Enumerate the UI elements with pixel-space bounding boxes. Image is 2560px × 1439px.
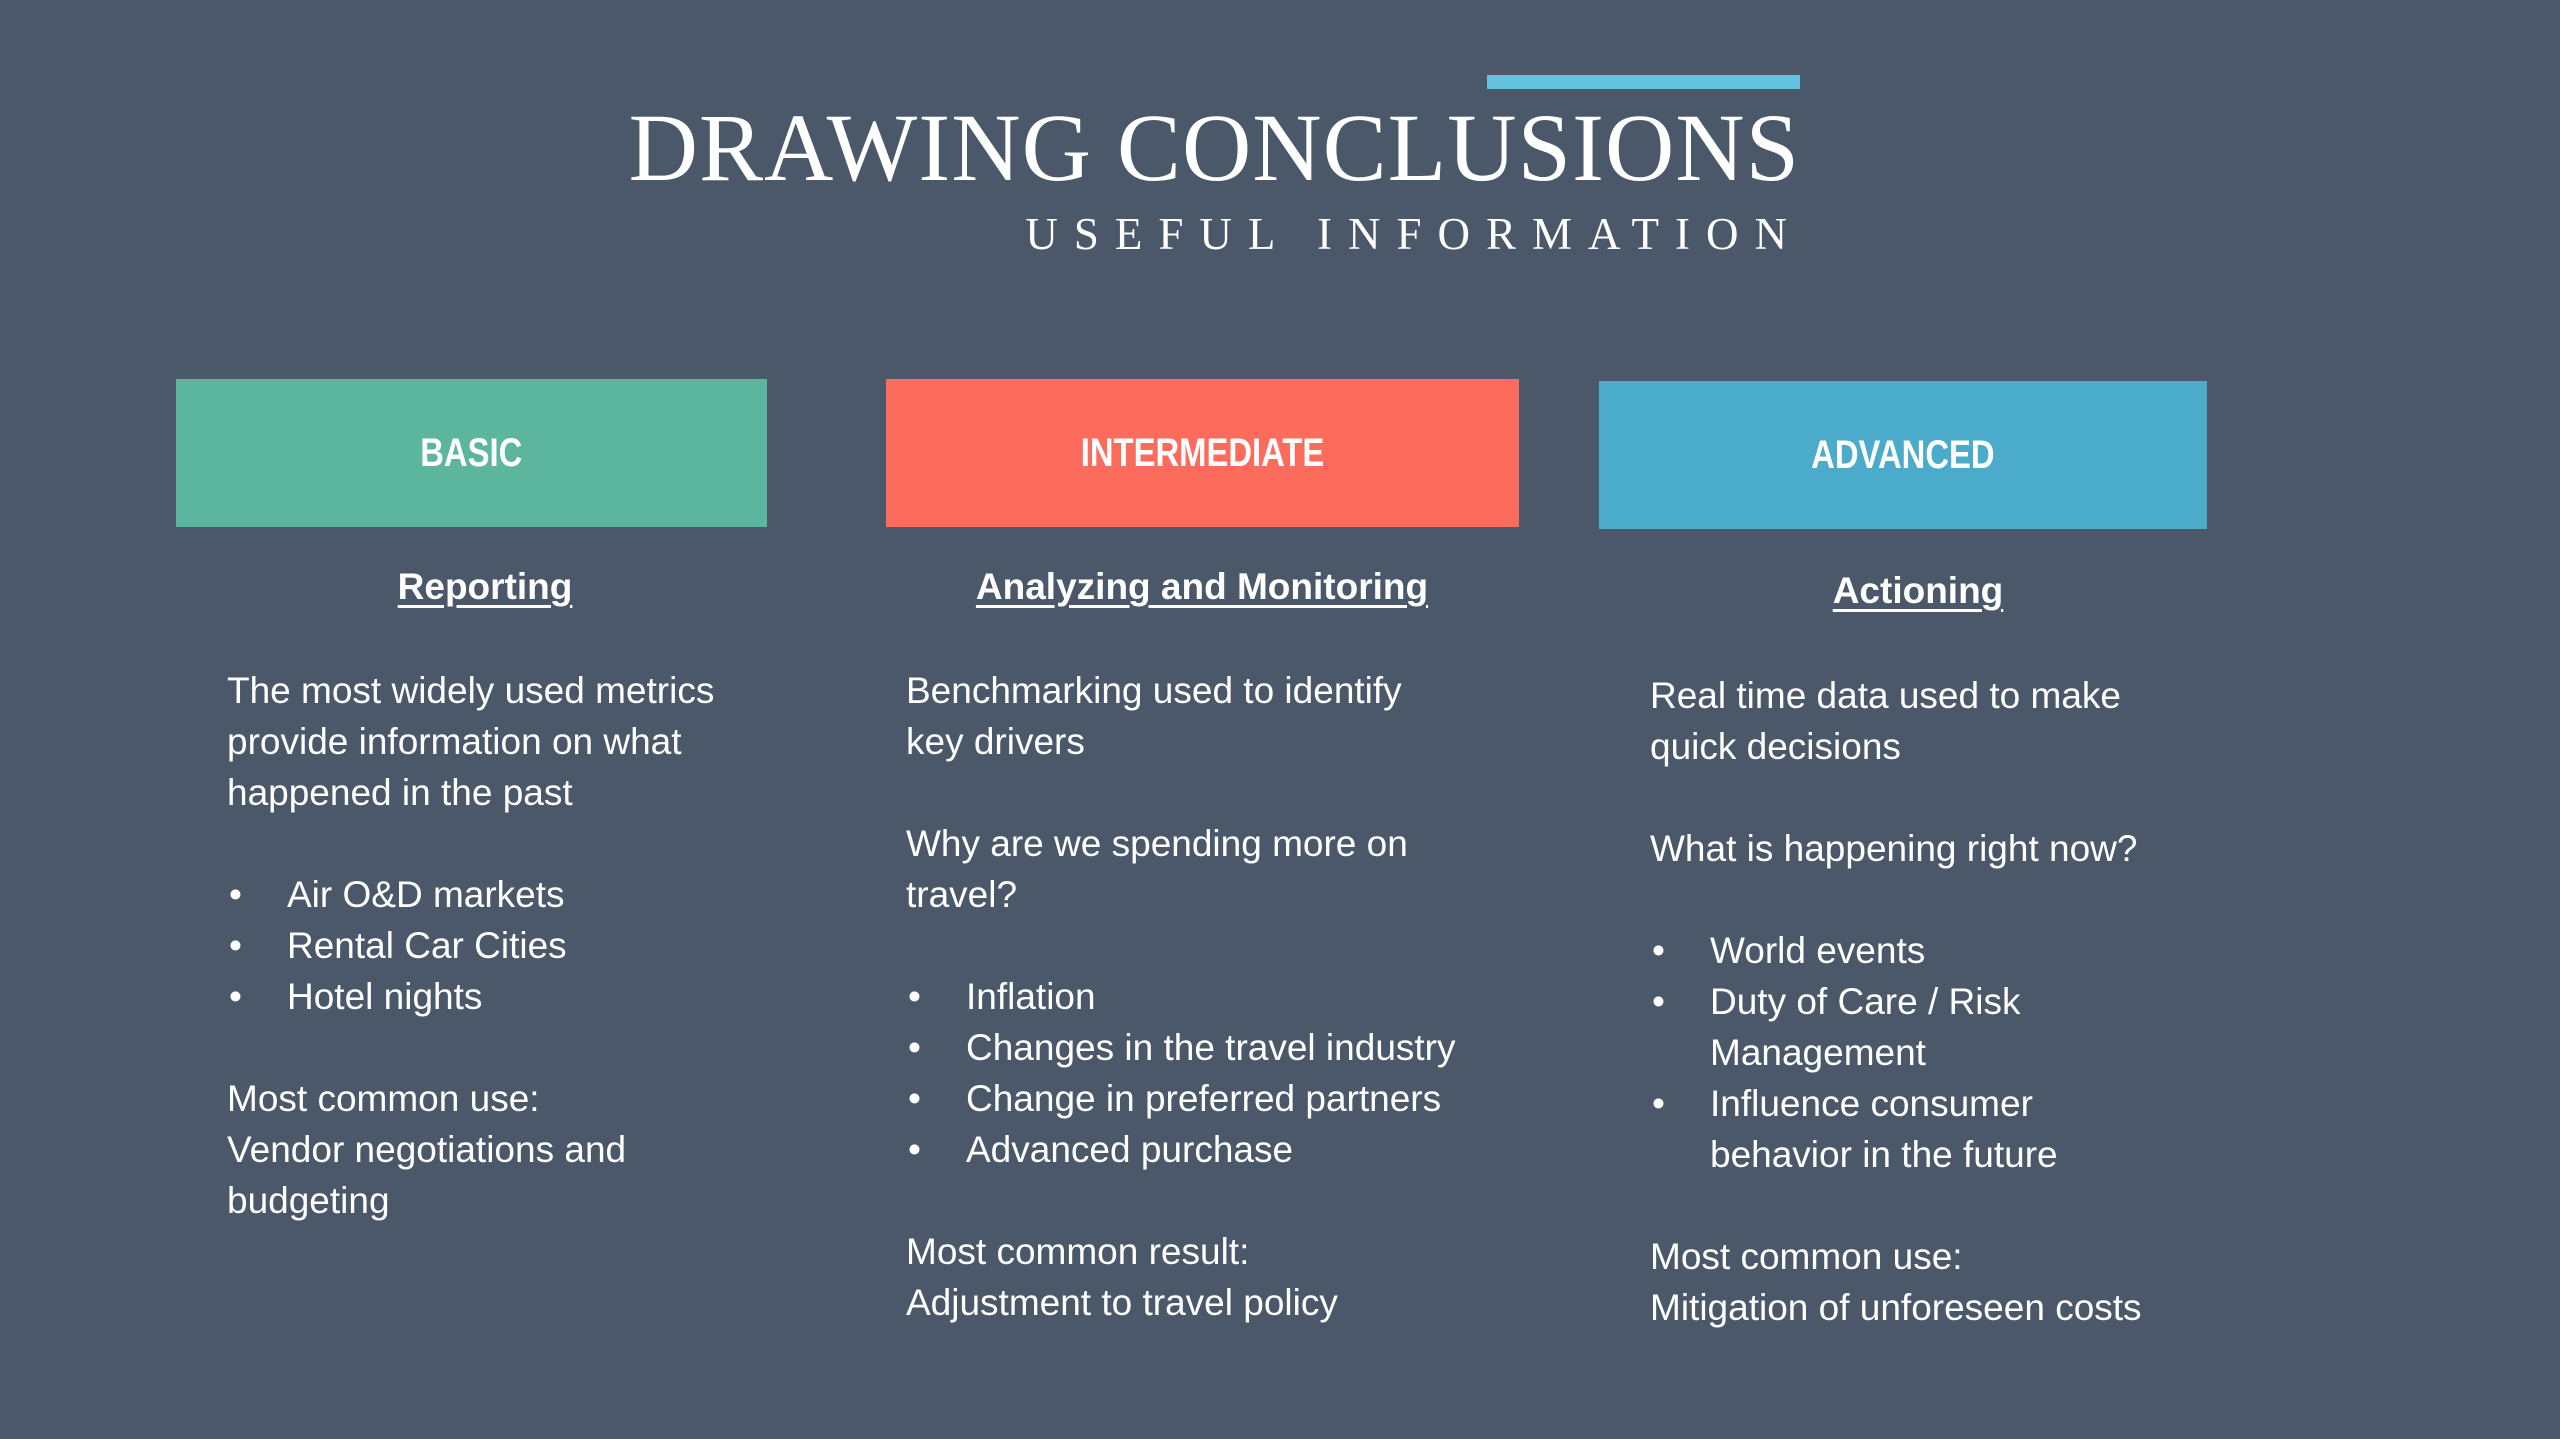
intermediate-header-box — [886, 379, 1519, 527]
intermediate-footer-line: Most common result: — [906, 1231, 1250, 1272]
list-item: • Changes in the travel industry — [906, 1022, 1526, 1073]
intermediate-header-label: INTERMEDIATE — [1080, 430, 1325, 475]
basic-intro-line: The most widely used metrics — [227, 670, 715, 711]
bullet-dot-icon: • — [908, 1078, 921, 1119]
bullet-dot-icon: • — [908, 1027, 921, 1068]
basic-footer-line: Vendor negotiations and — [227, 1129, 627, 1170]
intermediate-intro-line: Benchmarking used to identify — [906, 670, 1402, 711]
advanced-question-line: What is happening right now? — [1650, 828, 2138, 869]
basic-header-label: BASIC — [420, 430, 523, 475]
bullet-dot-icon: • — [1652, 1083, 1665, 1124]
intermediate-column-body — [906, 665, 1526, 1328]
advanced-footer-line: Mitigation of unforeseen costs — [1650, 1287, 2142, 1328]
intermediate-bullet-list — [906, 971, 1526, 1175]
advanced-column-body — [1650, 670, 2250, 1333]
advanced-intro-line: Real time data used to make — [1650, 675, 2121, 716]
list-item: • Duty of Care / Risk Management — [1650, 976, 2250, 1078]
title-accent-bar — [1487, 75, 1800, 89]
bullet-dot-icon: • — [908, 1129, 921, 1170]
intermediate-intro-line: key drivers — [906, 721, 1085, 762]
advanced-header-box — [1599, 381, 2207, 529]
bullet-dot-icon: • — [908, 976, 921, 1017]
bullet-dot-icon: • — [1652, 981, 1665, 1022]
basic-column-body — [227, 665, 787, 1226]
bullet-dot-icon: • — [229, 976, 242, 1017]
intermediate-question-line: Why are we spending more on — [906, 823, 1408, 864]
bullet-dot-icon: • — [229, 874, 242, 915]
list-item: • Advanced purchase — [906, 1124, 1526, 1175]
bullet-dot-icon: • — [229, 925, 242, 966]
advanced-bullet-list — [1650, 925, 2250, 1180]
basic-intro-line: happened in the past — [227, 772, 573, 813]
list-item: • Inflation — [906, 971, 1526, 1022]
list-item: • Rental Car Cities — [227, 920, 787, 971]
basic-intro-line: provide information on what — [227, 721, 682, 762]
basic-bullet-list — [227, 869, 787, 1022]
list-item: • World events — [1650, 925, 2250, 976]
basic-footer-line: budgeting — [227, 1180, 390, 1221]
basic-column-heading: Reporting — [397, 566, 573, 607]
intermediate-column-heading: Analyzing and Monitoring — [975, 566, 1429, 607]
list-item: • Influence consumer behavior in the future — [1650, 1078, 2250, 1180]
slide-title: DRAWING CONCLUSIONS — [628, 94, 1800, 201]
advanced-footer-line: Most common use: — [1650, 1236, 1963, 1277]
list-item: • Air O&D markets — [227, 869, 787, 920]
advanced-header-label: ADVANCED — [1811, 432, 1995, 477]
intermediate-footer-line: Adjustment to travel policy — [906, 1282, 1338, 1323]
slide-subtitle: USEFUL INFORMATION — [1025, 209, 1803, 259]
basic-header-box — [176, 379, 767, 527]
basic-footer-line: Most common use: — [227, 1078, 540, 1119]
advanced-column-heading: Actioning — [1832, 570, 2004, 611]
list-item: • Change in preferred partners — [906, 1073, 1526, 1124]
intermediate-question-line: travel? — [906, 874, 1018, 915]
advanced-intro-line: quick decisions — [1650, 726, 1901, 767]
bullet-dot-icon: • — [1652, 930, 1665, 971]
list-item: • Hotel nights — [227, 971, 787, 1022]
